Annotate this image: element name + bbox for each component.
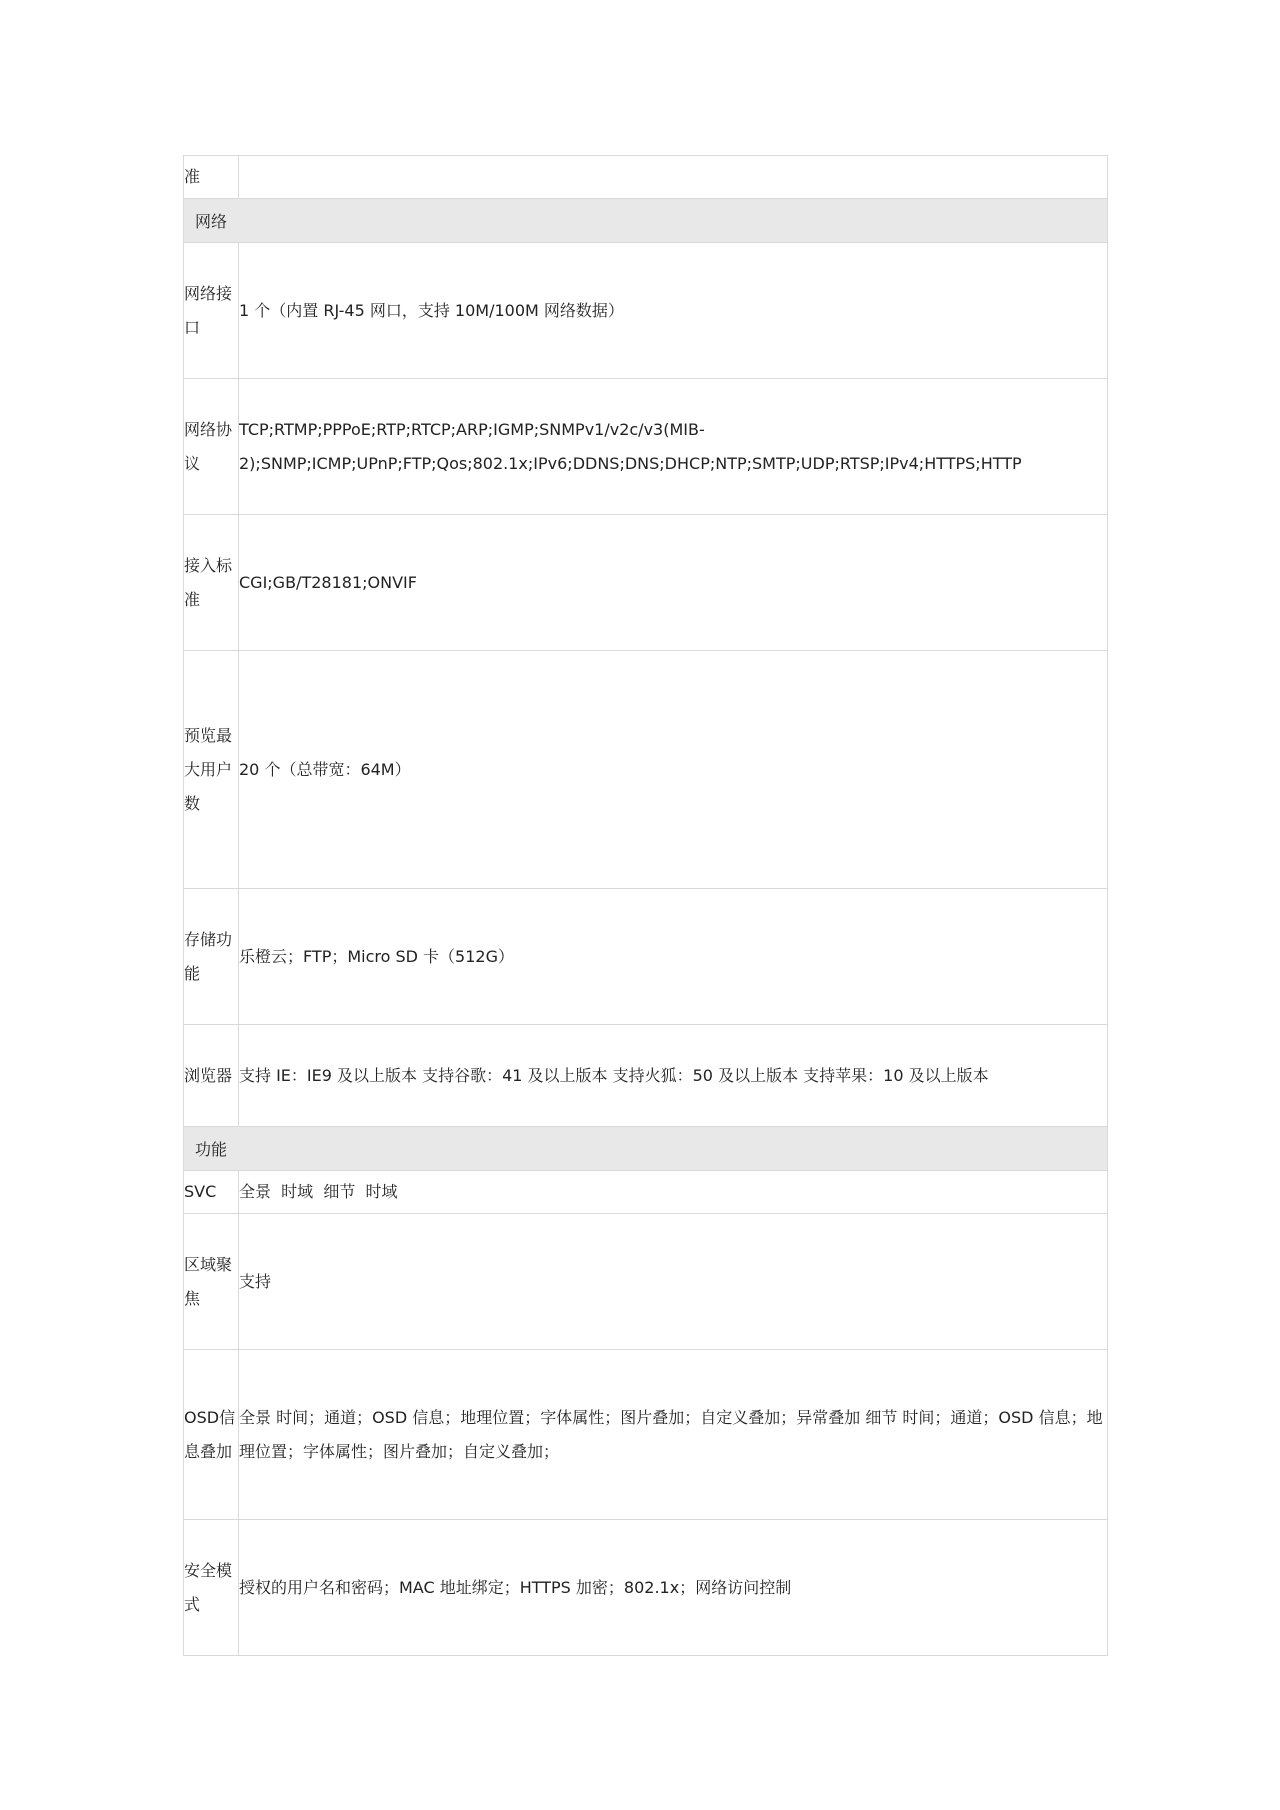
row-value: 全景 时域 细节 时域 — [239, 1171, 1108, 1214]
row-label: OSD信息叠加 — [184, 1350, 239, 1520]
table-row — [184, 889, 1108, 1025]
row-value: TCP;RTMP;PPPoE;RTP;RTCP;ARP;IGMP;SNMPv1/v2c/v3(MIB-2);SNMP;ICMP;UPnP;FTP;Qos;802.1x;IPv6;DDNS;DNS;DHCP;NTP;SMTP;UDP;RTSP;IPv4;HTTPS;HTTP — [239, 379, 1108, 515]
row-label: 网络接口 — [184, 243, 239, 379]
row-label: 预览最大用户数 — [184, 651, 239, 889]
table-row — [184, 156, 1108, 199]
row-label: 准 — [184, 156, 239, 199]
row-label: 安全模式 — [184, 1520, 239, 1656]
table-row — [184, 651, 1108, 889]
row-value: 乐橙云；FTP；Micro SD 卡（512G） — [239, 889, 1108, 1025]
row-label: 浏览器 — [184, 1025, 239, 1127]
table-row — [184, 379, 1108, 515]
row-label: SVC — [184, 1171, 239, 1214]
table-row — [184, 1025, 1108, 1127]
row-label: 存储功能 — [184, 889, 239, 1025]
row-value: 授权的用户名和密码；MAC 地址绑定；HTTPS 加密；802.1x；网络访问控制 — [239, 1520, 1108, 1656]
section-header-network — [184, 199, 1108, 243]
row-label: 网络协议 — [184, 379, 239, 515]
section-header-function — [184, 1127, 1108, 1171]
row-label: 区域聚焦 — [184, 1214, 239, 1350]
table-row — [184, 515, 1108, 651]
section-title: 功能 — [184, 1127, 1108, 1171]
row-value: 支持 IE：IE9 及以上版本 支持谷歌：41 及以上版本 支持火狐：50 及以上版本 支持苹果：10 及以上版本 — [239, 1025, 1108, 1127]
table-row — [184, 1214, 1108, 1350]
table-row — [184, 1350, 1108, 1520]
table-row — [184, 1171, 1108, 1214]
section-title: 网络 — [184, 199, 1108, 243]
table-row — [184, 1520, 1108, 1656]
spec-table — [183, 155, 1108, 1656]
row-value: 支持 — [239, 1214, 1108, 1350]
row-value: 1 个（内置 RJ-45 网口，支持 10M/100M 网络数据） — [239, 243, 1108, 379]
row-value: 20 个（总带宽：64M） — [239, 651, 1108, 889]
row-value: CGI;GB/T28181;ONVIF — [239, 515, 1108, 651]
row-value: 全景 时间；通道；OSD 信息；地理位置；字体属性；图片叠加；自定义叠加；异常叠加 细节 时间；通道；OSD 信息；地理位置；字体属性；图片叠加；自定义叠加； — [239, 1350, 1108, 1520]
row-label: 接入标准 — [184, 515, 239, 651]
row-value — [239, 156, 1108, 199]
table-row — [184, 243, 1108, 379]
